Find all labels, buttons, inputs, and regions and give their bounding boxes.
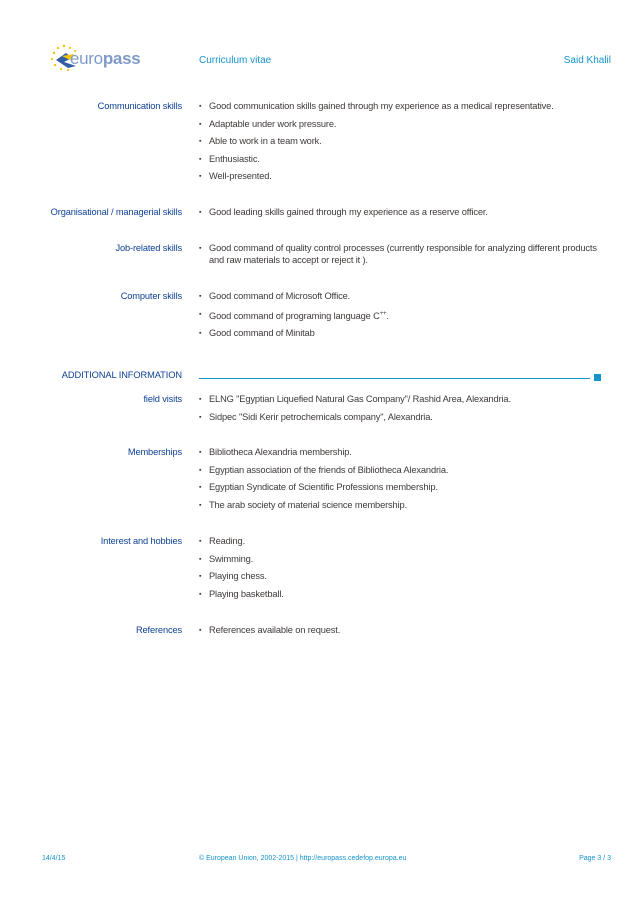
list-item-text: Good command of programing language C++.: [209, 310, 389, 321]
memberships-list: [199, 447, 604, 517]
list-item: ▪ Playing chess.: [199, 571, 604, 583]
list-item: ▪ Egyptian Syndicate of Scientific Professions membership.: [199, 482, 604, 494]
communication-skills-list: [199, 101, 604, 189]
europass-wordmark: [70, 49, 140, 69]
section-divider: [199, 378, 590, 379]
footer-copyright[interactable]: © European Union, 2002-2015 | http://europass.cedefop.europa.eu: [199, 855, 407, 862]
section-label-memberships: Memberships: [127, 447, 182, 457]
list-item: ▪ Swimming.: [199, 554, 604, 566]
wordmark-light: euro: [70, 49, 103, 68]
superscript: ++: [379, 310, 387, 317]
list-item: ▪ Good command of Microsoft Office.: [199, 291, 604, 303]
list-item: ▪ Good leading skills gained through my experience as a reserve officer.: [199, 207, 604, 219]
computer-skills-list: [199, 291, 604, 346]
section-label-references: References: [135, 625, 182, 635]
list-item: ▪ Well-presented.: [199, 171, 604, 183]
section-label-interests: Interest and hobbies: [100, 536, 182, 546]
list-item: ▪ Sidpec "Sidi Kerir petrochemicals company", Alexandria.: [199, 412, 604, 424]
section-heading-additional: ADDITIONAL INFORMATION: [61, 370, 182, 380]
footer-page-number: Page 3 / 3: [579, 855, 611, 862]
list-item: ▪ Good communication skills gained through my experience as a medical representative.: [199, 101, 604, 113]
section-label-computer: Computer skills: [120, 291, 182, 301]
list-item: [199, 309, 604, 323]
organisational-skills-list: [199, 207, 604, 225]
job-related-skills-list: [199, 243, 604, 272]
section-label-field-visits: field visits: [143, 394, 182, 404]
list-item: ▪ Good command of Minitab: [199, 328, 604, 340]
section-label-job-related: Job-related skills: [115, 243, 182, 253]
section-label-organisational: Organisational / managerial skills: [50, 207, 182, 217]
list-item: ▪ Egyptian association of the friends of Bibliotheca Alexandria.: [199, 465, 604, 477]
list-item: ▪ Reading.: [199, 536, 604, 548]
wordmark-bold: pass: [102, 49, 141, 68]
interests-list: [199, 536, 604, 606]
list-item: ▪ References available on request.: [199, 625, 604, 637]
document-title: Curriculum vitae: [199, 55, 272, 66]
section-label-communication: Communication skills: [97, 101, 182, 111]
field-visits-list: [199, 394, 604, 429]
list-item: ▪ Adaptable under work pressure.: [199, 119, 604, 131]
section-marker-icon: [594, 374, 601, 381]
list-item: ▪ The arab society of material science membership.: [199, 500, 604, 512]
list-item: ▪ Able to work in a team work.: [199, 136, 604, 148]
list-item: ▪ ELNG "Egyptian Liquefied Natural Gas Company"/ Rashid Area, Alexandria.: [199, 394, 604, 406]
list-item: ▪ Playing basketball.: [199, 589, 604, 601]
list-item: ▪ Enthusiastic.: [199, 154, 604, 166]
footer-date: 14/4/15: [42, 855, 66, 862]
person-name: Said Khalil: [563, 55, 611, 66]
references-list: [199, 625, 604, 643]
list-item: ▪ Bibliotheca Alexandria membership.: [199, 447, 604, 459]
list-item: ▪ Good command of quality control processes (currently responsible for analyzing different products and raw materials to accept or reject it ).: [199, 243, 604, 266]
